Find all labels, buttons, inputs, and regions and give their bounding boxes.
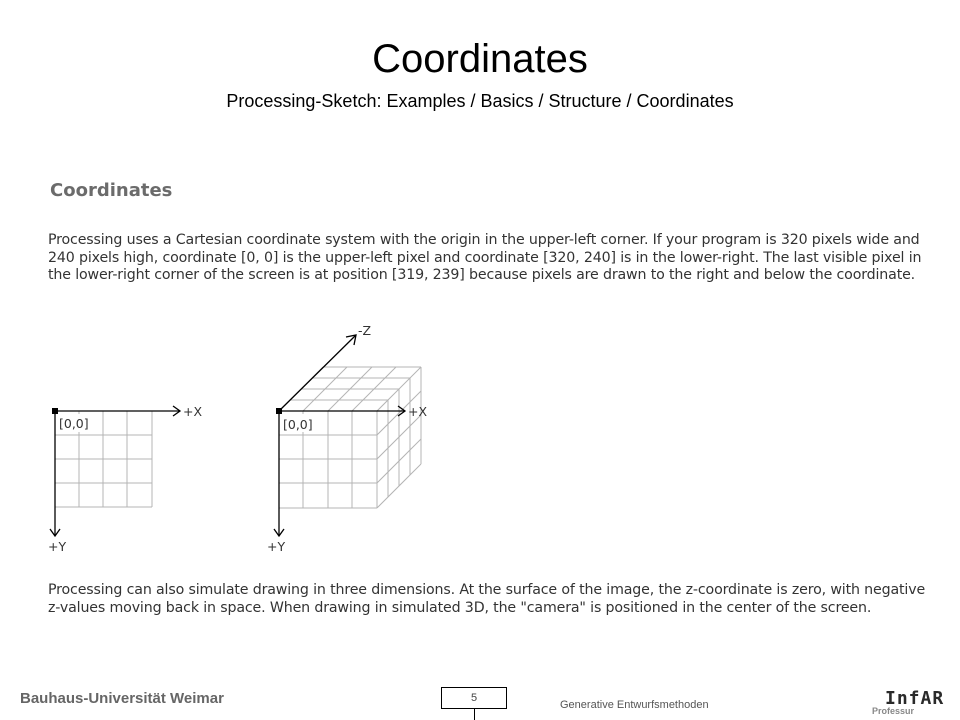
footer-institution: Bauhaus-Universität Weimar (20, 690, 224, 707)
page-number-tick (474, 709, 475, 720)
y-axis-label-3d: +Y (267, 539, 286, 554)
z-axis-label-3d: -Z (358, 323, 372, 338)
cube-grid-3d (279, 367, 421, 508)
slide-title: Coordinates (372, 37, 588, 81)
figure-3d-coordinates (262, 322, 442, 556)
slide-subtitle: Processing-Sketch: Examples / Basics / Structure / Coordinates (226, 91, 734, 111)
infar-logo-subtext: Professur (872, 706, 915, 716)
footer-course: Generative Entwurfsmethoden (560, 699, 709, 711)
doc-paragraph-2: Processing can also simulate drawing in three dimensions. At the surface of the image, the z-coordinate is zero, with negative z-values moving back in space. When drawing in simulated 3D, the "camera" is positioned in the center of the screen. (48, 582, 926, 616)
origin-label-3d: [0,0] (283, 417, 313, 432)
origin-marker-3d (276, 408, 282, 414)
page-number: 5 (441, 687, 507, 709)
x-axis-label-3d: +X (408, 404, 428, 419)
doc-heading: Coordinates (50, 180, 173, 201)
origin-marker-2d (52, 408, 58, 414)
infar-logo: InfAR (885, 688, 945, 709)
x-axis-label-2d: +X (183, 404, 203, 419)
origin-label-2d: [0,0] (59, 416, 89, 431)
y-axis-label-2d: +Y (48, 539, 67, 554)
doc-paragraph-1: Processing uses a Cartesian coordinate system with the origin in the upper-left corner. If your program is 320 pixels wide and 240 pixels high, coordinate [0, 0] is the upper-left pixel and coordinate [320, 240] is in the lower-right. The last visible pixel in the lower-right corner of the screen is at position [319, 239] because pixels are drawn to the right and below the coordinate. (48, 232, 922, 283)
figure-2d-coordinates (40, 396, 220, 556)
